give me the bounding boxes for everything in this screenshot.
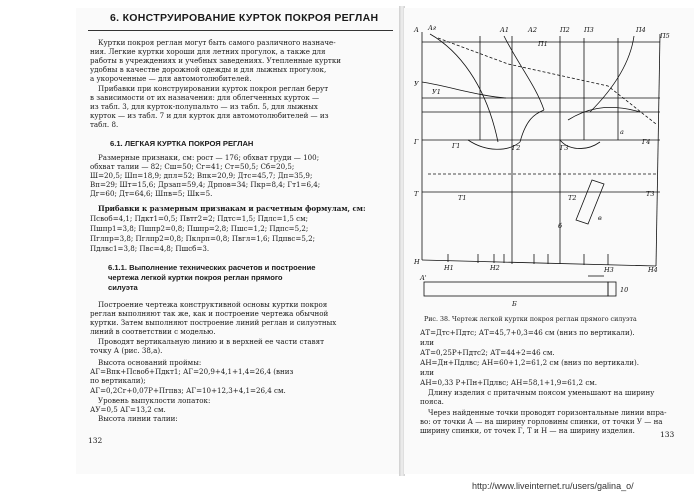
measures-line: обхват талии — 82; Сш=50; Сг=41; Ст=50,5; Сб=20,5; (90, 162, 295, 171)
draft-point-label: Г3 (560, 144, 569, 152)
body-line: точку А (рис. 38,а). (90, 346, 163, 355)
draft-point-label: Н (414, 258, 420, 266)
formula-line: АТ=Дтс+Пдтс; АТ=45,7+0,3=46 см (вниз по вертикали). (420, 328, 635, 337)
measures-line: Вп=29; Шт=15,6; Дрзап=59,4; Дрпов=34; Пкр=8,4; Гт1=6,4; (90, 180, 321, 189)
draft-point-label: Г (414, 138, 419, 146)
body-line: ширину спинки, от точек Г, Т и Н — на ширину изделия. (420, 426, 635, 435)
draft-point-label: Г2 (512, 144, 521, 152)
draft-point-label: б (558, 222, 562, 230)
intro-line: в зависимости от их назначения: для облегченных курток — (90, 93, 320, 102)
intro-line: табл. 8. (90, 120, 119, 129)
body-line: Уровень выпуклости лопаток: (98, 396, 211, 405)
draft-point-label: Н4 (648, 266, 658, 274)
body-line: во: от точки А — на ширину горловины спинки, от точки У — на (420, 417, 663, 426)
formula-line: АТ=0,25Р+Пдтс2; АТ=44+2=46 см. (420, 348, 555, 357)
draft-point-label: Т1 (458, 194, 467, 202)
formula-line: АГ=0,2Сг+0,07Р+Пгпвз; АГ=10+12,3+4,1=26,4 см. (90, 386, 286, 395)
draft-point-label: 10 (620, 286, 629, 294)
draft-point-label: А (414, 26, 419, 34)
formula-line: АН=Дн+Пдлвс; АН=60+1,2=61,2 см (вниз по вертикали). (420, 358, 640, 367)
section-title: 6.1. ЛЕГКАЯ КУРТКА ПОКРОЯ РЕГЛАН (110, 139, 254, 148)
pattern-draft-figure (408, 24, 694, 314)
body-line: линий в соответствии с моделью. (90, 327, 216, 336)
draft-point-label: в (598, 214, 602, 222)
body-line: Через найденные точки проводят горизонтальные линии впра- (428, 408, 667, 417)
intro-line: а укороченные — для автомотолюбителей. (90, 74, 252, 83)
allowances-title: Прибавки к размерным признакам и расчетным формулам, см: (98, 204, 366, 213)
draft-point-label: Т (414, 190, 419, 198)
draft-point-label: Т3 (646, 190, 655, 198)
allowance-line: Псвоб=4,1; Пдкт1=0,5; Пвтг2=2; Пдтс=1,5; Пдлс=1,5 см; (90, 214, 309, 223)
draft-point-label: Г1 (452, 142, 461, 150)
measures-line: Ш=20,5; Шп=18,9; дпл=52; Впк=20,9; Дтс=45,7; Дп=35,9; (90, 171, 313, 180)
draft-point-label: Т2 (568, 194, 577, 202)
body-line: или (420, 368, 434, 377)
formula-line: АН=0,33 Р+Пн+Пдлвс; АН=58,1+1,9=61,2 см. (420, 378, 598, 387)
allowance-line: Пдлвс1=3,8; Пвс=4,8; Пшсб=3. (90, 244, 210, 253)
figure-caption: Рис. 38. Чертеж легкой куртки покроя реглан прямого силуэта (424, 316, 637, 323)
page-number-right: 133 (660, 430, 675, 439)
draft-point-label: Н1 (444, 264, 454, 272)
title-rule (88, 30, 393, 31)
draft-point-label: У1 (432, 88, 441, 96)
draft-point-label: Н3 (604, 266, 614, 274)
subsection-title-line: силуэта (108, 283, 138, 292)
intro-line: из табл. 3, для курток-полупальто — из табл. 5, для лыжных (90, 102, 318, 111)
formula-line: АУ=0,5 АГ=13,2 см. (90, 405, 166, 414)
formula-line: АГ=Впк+Псвоб+Пдкт1; АГ=20,9+4,1+1,4=26,4 (вниз (90, 367, 294, 376)
measures-line: Дг=60; Дт=64,6; Шпв=5; Шк=5. (90, 189, 213, 198)
subsection-title-line: 6.1.1. Выполнение технических расчетов и построение (108, 263, 316, 272)
draft-point-label: а (620, 128, 624, 136)
body-line: Проводят вертикальную линию и в верхней ее части ставят (98, 337, 324, 346)
body-line: Построение чертежа конструктивной основы куртки покроя (98, 300, 328, 309)
body-line: Высота линии талии: (98, 414, 178, 423)
body-line: пояса. (420, 397, 444, 406)
draft-point-label: П2 (560, 26, 570, 34)
draft-point-label: А1 (500, 26, 510, 34)
intro-line: курток — из табл. 7 и для курток для автомотолюбителей — из (90, 111, 329, 120)
body-line: реглан выполняют так же, как и построение чертежа обычной (90, 309, 329, 318)
chapter-title: 6. КОНСТРУИРОВАНИЕ КУРТОК ПОКРОЯ РЕГЛАН (110, 12, 379, 24)
draft-point-label: А' (420, 274, 427, 282)
draft-point-label: Н2 (490, 264, 500, 272)
allowance-line: Пшпр1=3,8; Пшпр2=0,8; Пшпр=2,8; Пшс=1,2; Пдпс=5,2; (90, 224, 309, 233)
draft-point-label: П4 (636, 26, 646, 34)
watermark-url[interactable]: http://www.liveinternet.ru/users/galina_o/ (472, 481, 634, 491)
draft-point-label: Г4 (642, 138, 651, 146)
page-number-left: 132 (88, 436, 103, 445)
body-line: куртки. Затем выполняют построение линий реглан и силуэтных (90, 318, 337, 327)
body-line: по вертикали); (90, 376, 146, 385)
draft-point-label: У (414, 80, 419, 88)
intro-line: Куртки покроя реглан могут быть самого различного назначе- (98, 38, 336, 47)
intro-line: работы в учреждениях и учебных заведениях. Утепленные куртки (90, 56, 341, 65)
measures-line: Размерные признаки, см: рост — 176; обхват груди — 100; (98, 153, 320, 162)
body-line: Высота оснований проймы: (98, 358, 202, 367)
draft-point-label: Аг (428, 24, 437, 32)
draft-point-label: А2 (528, 26, 538, 34)
draft-point-label: П5 (660, 32, 670, 40)
intro-line: удобны в качестве дорожной одежды и для лыжных прогулок, (90, 65, 327, 74)
body-line: Длину изделия с притачным поясом уменьшают на ширину (428, 388, 655, 397)
draft-point-label: П3 (584, 26, 594, 34)
subsection-title-line: чертежа легкой куртки покроя реглан прямого (108, 273, 283, 282)
intro-line: Прибавки при конструировании курток покроя реглан берут (98, 84, 329, 93)
allowance-line: Пглпр=3,8; Пглпр2=0,8; Пклрп=0,8; Пвгл=1,6; Пдпвс=5,2; (90, 234, 316, 243)
draft-point-label: Б (512, 300, 517, 308)
body-line: или (420, 338, 434, 347)
draft-point-label: П1 (538, 40, 548, 48)
intro-line: ния. Легкие куртки хороши для летних прогулок, а также для (90, 47, 326, 56)
